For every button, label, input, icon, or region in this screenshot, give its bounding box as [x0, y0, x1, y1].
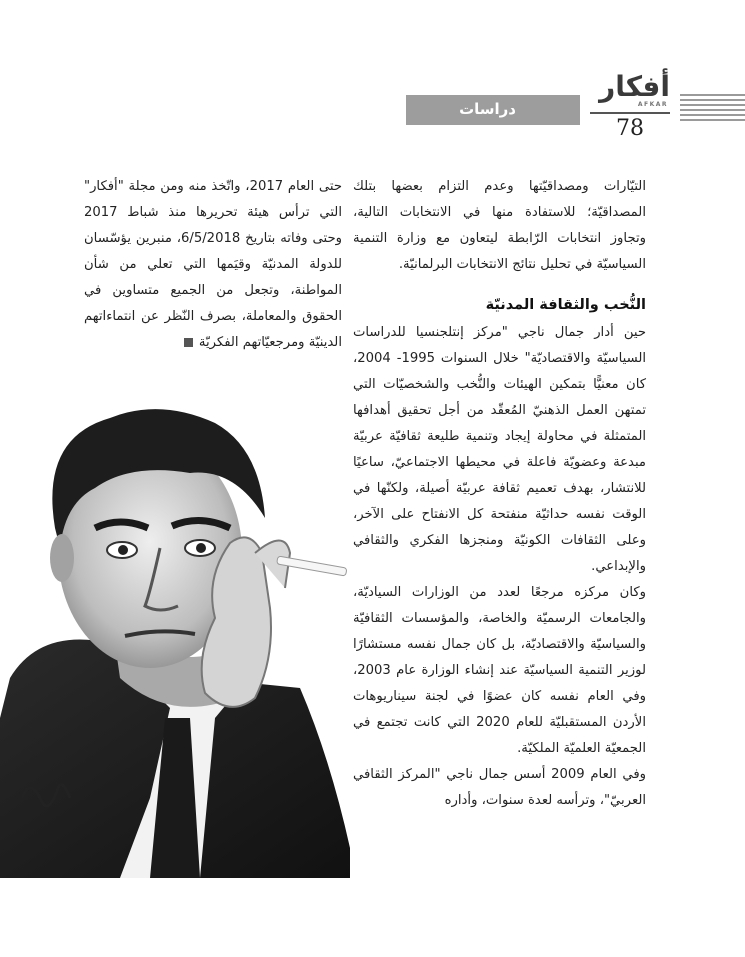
left-paragraph-text: حتى العام 2017، واتّخذ منه ومن مجلة "أفكار" التي ترأس هيئة تحريرها منذ شباط 2017 وحتى وفاته بتاريخ 6/5/2018، منبرين يؤسّسان للدولة المدنيّة وقيَمها التي تعلي من شأن المواطنة، وتجعل من الجميع متساوين في الحقوق والمعاملة، بصرف النّظر عن انتماءاتهم الدينيّة ومرجعيّاتهم الفكريّة [84, 179, 343, 350]
right-column [353, 174, 646, 814]
logo-arabic: أفكار [599, 70, 670, 103]
intro-paragraph: التيّارات ومصداقيّتها وعدم التزام بعضها بتلك المصداقيّة؛ للاستفادة منها في الانتخابات التالية، وتجاوز انتخابات الرّابطة ليتعاون مع وزارة التنمية السياسيّة في تحليل نتائج الانتخابات البرلمانيّة. [353, 179, 646, 272]
section-title: دراسات [459, 100, 516, 118]
header-stripes [680, 94, 745, 126]
paragraph-3: وفي العام 2009 أسس جمال ناجي "المركز الثقافي العربيّ"، وترأسه لعدة سنوات، وأداره [353, 767, 646, 808]
page-number: 78 [616, 116, 644, 141]
subheading: النُّخب والثقافة المدنيّة [485, 297, 646, 313]
section-bar [406, 95, 580, 125]
logo-underline [590, 112, 670, 114]
end-of-article-square-icon [184, 338, 193, 347]
left-column [84, 174, 342, 356]
magazine-logo [598, 72, 670, 112]
left-paragraph [84, 174, 342, 356]
paragraph-2: وكان مركزه مرجعًا لعدد من الوزارات السياديّة، والجامعات الرسميّة والخاصة، والمؤسسات الثقافيّة والسياسيّة والاقتصاديّة، بل كان جمال نفسه مستشارًا لوزير التنمية السياسيّة عند إنشاء الوزارة عام 2003، وفي العام نفسه كان عضوًا في لجنة سيناريوهات الأردن المستقبليّة للعام 2020 التي كانت تجتمع في الجمعيّة العلميّة الملكيّة. [353, 585, 646, 756]
portrait-illustration [0, 378, 355, 878]
logo-latin: AFKAR [637, 101, 668, 108]
paragraph-1: حين أدار جمال ناجي "مركز إنتلجنسيا للدراسات السياسيّة والاقتصاديّة" خلال السنوات 1995- 2004، كان معنيًّا بتمكين الهيئات والنُّخب والشخصيّات التي تمتهن العمل الذهنيّ المُعقّد من أجل تحقيق أهدافها المتمثلة في محاولة إيجاد وتنمية طليعة ثقافيّة عربيّة مبدعة وعضويّة فاعلة في محيطها الاجتماعيّ، ساعيًا للانتشار، بهدف تعميم ثقافة عربيّة أصيلة، ولكنّها في الوقت نفسه حداثيّة منفتحة كل الانفتاح على الآخر، وعلى الثقافات الكونيّة ومنجزها الفكري والثقافي والإبداعي. [353, 325, 647, 574]
